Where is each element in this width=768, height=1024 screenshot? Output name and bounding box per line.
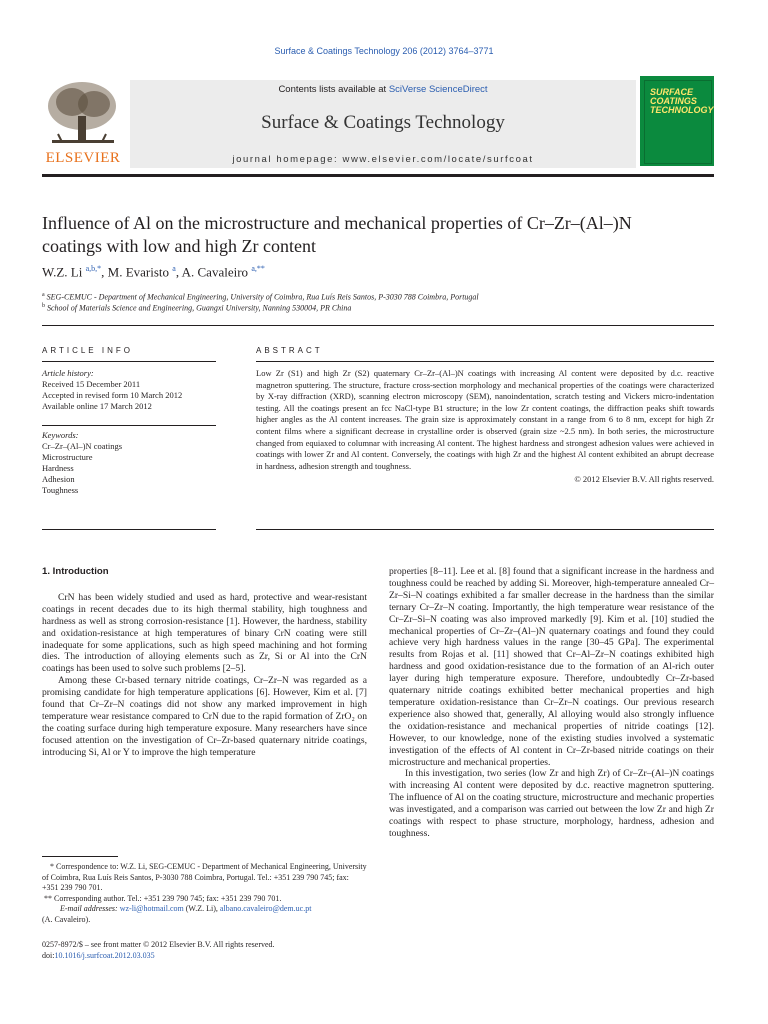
cover-title-line: TECHNOLOGY [650,105,714,115]
contents-line [130,84,636,95]
author-list [42,264,265,280]
homepage-link[interactable]: www.elsevier.com/locate/surfcoat [342,154,534,165]
abstract [256,368,714,486]
author-affiliation-marker[interactable]: a,** [251,264,265,273]
article-info-heading: ARTICLE INFO [42,346,133,355]
author-name[interactable]: , A. Cavaleiro [175,264,252,280]
footnote-divider [42,856,118,857]
author-name[interactable]: , M. Evaristo [101,264,173,280]
body-paragraph: Among these Cr-based ternary nitride coatings, Cr–Zr–N was regarded as a promising candidate for high temperature applications [6]. However, Kim et al. [7] found that Cr–Zr–N coatings did not show any marked improvement in high temperature wear resistance compared to CrN due to the rapid formation of ZrO₂ on the coating surface during high temperature exposure. Many researchers have since focused attention on the investigation of Cr–Zr-based quaternary nitride coatings, introducing Si, Al or Y to improve the high temperature [42,675,367,758]
email-link[interactable]: albano.cavaleiro@dem.uc.pt [219,904,312,913]
elsevier-logo[interactable] [42,76,124,172]
info-divider [42,361,216,362]
history-item: Accepted in revised form 10 March 2012 [42,390,183,400]
abstract-bottom-divider [256,529,714,530]
keyword: Adhesion [42,474,75,484]
keywords-label: Keywords: [42,430,79,440]
keyword: Hardness [42,463,74,473]
header-divider [42,174,714,177]
keyword: Microstructure [42,452,93,462]
publication-info [42,940,367,961]
cover-title-line: SURFACE [650,87,694,97]
contents-label: Contents lists available at [278,84,389,95]
journal-title: Surface & Coatings Technology [261,112,505,133]
email-link[interactable]: wz-li@hotmail.com [119,904,184,913]
info-bottom-divider [42,529,216,530]
body-paragraph: CrN has been widely studied and used as hard, protective and wear-resistant coatings in recent decades due to its high thermal stability, high toughness and hardness as well as strong corrosion-resistance [1]. However, the hardness, stability and oxidation-resistance at high temperatures of binary CrN coating were still inadequate for some applications, such as high speed machining and hot forming dies. The introduction of alloying elements such as Zr, Si or Al into the CrN coatings has been used to solve such problems [2–5]. [42,591,367,675]
masthead [42,76,714,172]
sciencedirect-link[interactable]: SciVerse ScienceDirect [388,84,488,95]
footnote: * Correspondence to: W.Z. Li, SEG-CEMUC - Department of Mechanical Engineering, University of Coimbra, Rua Luís Reis Santos, P-3030 788 Coimbra, Portugal. Tel.: +351 239 790 745; fax: +351 239 790 701. [42,862,367,892]
affiliation-marker: a [42,292,45,298]
section-divider [42,325,714,326]
footnotes [42,862,367,925]
email-label: E-mail addresses: [60,904,118,913]
journal-banner [130,80,636,168]
title-line: Influence of Al on the microstructure and mechanical properties of Cr–Zr–(Al–)N [42,213,632,233]
body-paragraph: properties [8–11]. Lee et al. [8] found that a significant increase in the hardness and toughness could be reached by adding Si. Moreover, high-temperature annealed Cr–Zr–Si–N coatings exhibited a far smaller decrease in the hardness than the similar ternary Cr–Zr–N coating. Importantly, the high temperature wear resistance of the Cr–Zr–Si–N coating was also improved markedly [9]. Kim et al. [10] studied the mechanical properties of Cr–Zr–(Al–)N quaternary coatings and found they could achieve very high hardness values in the range [30–45 GPa]. The experimental results from Rojas et al. [11] showed that Cr–Al–Zr–N coatings exhibited high hardness and good oxidation-resistance due to the formation of an Al-rich outer layer during high temperature exposure. Therefore, undoubtedly Cr–Zr-based quaternary nitride coatings exhibited better mechanical properties and high temperature oxidation-resistance than Cr–Zr–N coatings. Our previous research experience also showed that, generally, Al alloying would also strongly influence the oxidation-resistance and mechanical properties of nitride coatings [12]. However, to our knowledge, none of the existing studies involved a systematic investigation of the effects of Al content in Cr–Zr-based nitride coatings on their microstructure and mechanical properties. [389,566,714,768]
article-info [42,368,216,496]
history-item: Available online 17 March 2012 [42,401,152,411]
journal-homepage [130,154,636,165]
journal-reference[interactable]: Surface & Coatings Technology 206 (2012) 3764–3771 [274,46,494,56]
affiliation-text: SEG-CEMUC - Department of Mechanical Engineering, University of Coimbra, Rua Luís Reis Santos, P-3030 788 Coimbra, Portugal [46,292,479,302]
copyright-notice: © 2012 Elsevier B.V. All rights reserved. [574,474,714,485]
elsevier-wordmark: ELSEVIER [45,150,121,166]
affiliation-marker: b [42,303,45,309]
footnote: ** Corresponding author. Tel.: +351 239 790 745; fax: +351 239 790 701. [44,893,282,903]
issn-line: 0257-8972/$ – see front matter © 2012 Elsevier B.V. All rights reserved. [42,940,275,949]
body-column-right [389,566,714,840]
author-name[interactable]: W.Z. Li [42,264,86,280]
keyword: Toughness [42,485,79,495]
author-affiliation-marker[interactable]: a [172,264,176,273]
body-paragraph: In this investigation, two series (low Zr and high Zr) of Cr–Zr–(Al–)N coatings with increasing Al content were deposited by d.c. reactive magnetron sputtering. The influence of Al on the coating structure, microstructure and mechanic properties was investigated, and a comparison was carried out between the low Zr and high Zr coatings with respect to phase structure, morphology, hardness, adhesion and toughness. [389,768,714,839]
email-owner: (W.Z. Li), [185,904,218,913]
email-owner: (A. Cavaleiro). [42,914,91,924]
section-heading: 1. Introduction [42,566,109,577]
author-affiliation-marker[interactable]: a,b,* [85,264,102,273]
title-line: coatings with low and high Zr content [42,236,316,256]
homepage-label: journal homepage: [232,154,343,165]
body-column-left [42,566,367,759]
affiliation [42,303,351,313]
affiliation-text: School of Materials Science and Engineering, Guangxi University, Nanning 530004, PR China [47,303,352,313]
doi-link[interactable]: 10.1016/j.surfcoat.2012.03.035 [54,950,155,960]
journal-cover-thumbnail[interactable] [640,76,714,166]
affiliation [42,292,479,302]
cover-title-line: COATINGS [650,96,697,106]
abstract-heading: ABSTRACT [256,346,323,355]
article-title [42,212,722,258]
history-label: Article history: [42,368,94,378]
history-item: Received 15 December 2011 [42,379,141,389]
doi-label: doi: [42,950,55,960]
abstract-divider [256,361,714,362]
keyword: Cr–Zr–(Al–)N coatings [42,441,123,451]
abstract-text: Low Zr (S1) and high Zr (S2) quaternary Cr–Zr–(Al–)N coatings with increasing Al content were deposited by d.c. reactive magnetron sputtering. The structure, fracture cross-section morphology and mechanical properties of the coatings were characterized by X-ray diffraction (XRD), scanning electron microscopy (SEM), nanoindentation, scratch testing and Vickers micro-indentation testing. All the coatings present an fcc NaCl-type B1 structure; in the low Zr content coatings, the diffraction peaks shift towards higher angles as the Al content increases. The grain size is approximately constant in a range from 6 to 8 nm, except for high Zr content films where a significant decrease in crystalline order is observed (grain size ~2.5 nm). In both series, the microstructure changed from equiaxed to columnar with increasing Al content. The highest hardness and strongest adhesion values were achieved in coatings with lower Zr and Al content. Conversely, the coatings with high Zr and the highest Al content exhibited an abrupt decrease in hardness, adhesion strength and toughness. [256,368,714,471]
